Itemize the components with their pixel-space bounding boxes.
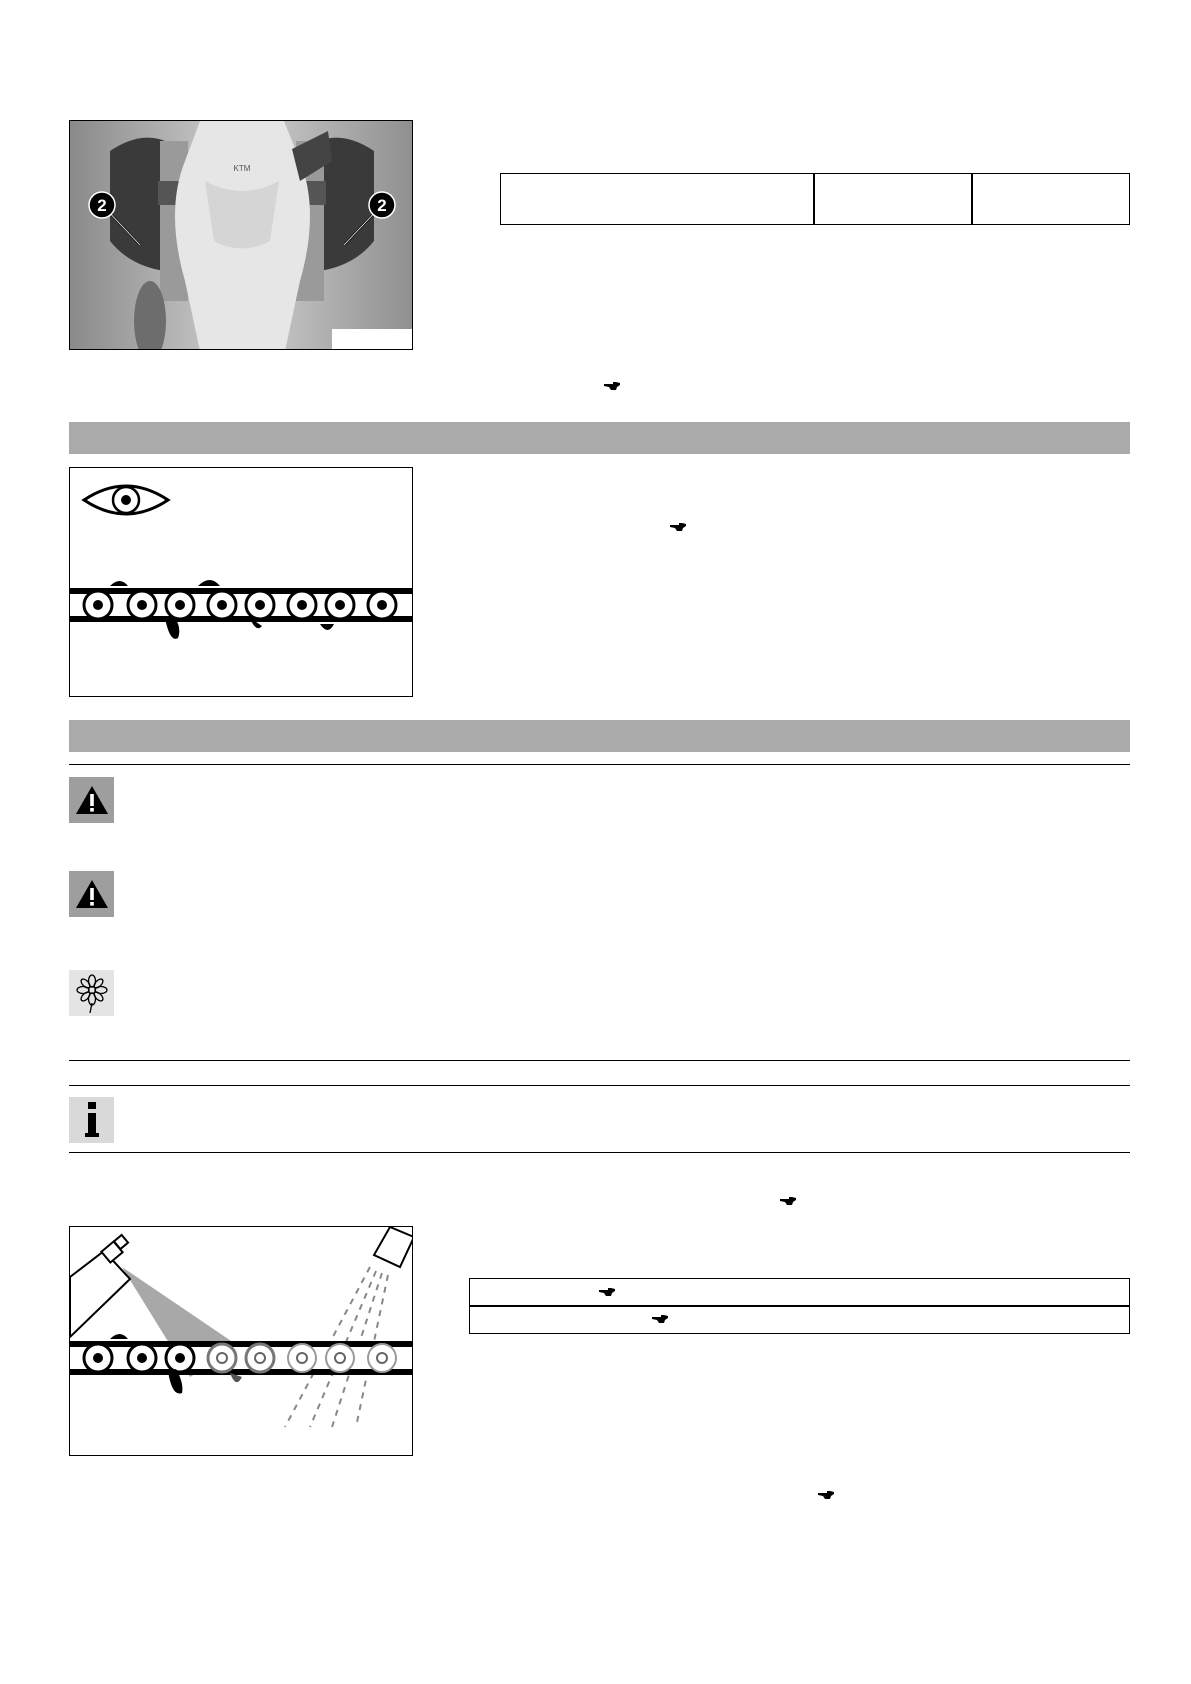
pointing-hand-icon[interactable]: [818, 1490, 834, 1500]
pointing-hand-icon[interactable]: [604, 381, 620, 391]
spec-table-cell-3: [971, 173, 1130, 225]
chain-cleaning-figure: [69, 1226, 413, 1456]
cleaning-table-row-2: [469, 1305, 1130, 1334]
warning-notice-2: [69, 871, 114, 917]
spec-table-cell-1: [500, 173, 815, 225]
info-notice: [69, 1097, 114, 1143]
pointing-hand-icon[interactable]: [780, 1196, 796, 1206]
warning-triangle-icon: [75, 879, 109, 909]
chain-dirt-figure: [69, 467, 413, 697]
callout-right: 2: [377, 196, 387, 215]
water-spray-icon: [285, 1227, 413, 1427]
info-icon: [85, 1102, 99, 1138]
section-heading-band-2: [69, 720, 1130, 752]
callout-left: 2: [97, 196, 107, 215]
warning-triangle-icon: [75, 785, 109, 815]
pointing-hand-icon[interactable]: [670, 522, 686, 532]
warning-notice-1: [69, 777, 114, 823]
info-block-top-rule: [69, 1085, 1130, 1086]
spec-table-cell-2: [813, 173, 973, 225]
pointing-hand-icon[interactable]: [652, 1314, 668, 1324]
notice-block-top-rule: [69, 764, 1130, 765]
spray-can-icon: [70, 1235, 130, 1337]
eye-icon: [84, 486, 168, 514]
flower-icon: [75, 973, 109, 1013]
info-block-bottom-rule: [69, 1152, 1130, 1153]
brand-mark: KTM: [233, 164, 251, 173]
cleaning-table-row-1: [469, 1278, 1130, 1307]
chain-icon: [70, 580, 413, 639]
environment-notice: [69, 970, 114, 1016]
section-heading-band-1: [69, 422, 1130, 454]
photo-fork-guard: [69, 120, 413, 350]
notice-block-bottom-rule: [69, 1060, 1130, 1061]
pointing-hand-icon[interactable]: [599, 1287, 615, 1297]
chain-icon: [70, 1334, 413, 1394]
motorcycle-front-photo: [70, 121, 413, 350]
